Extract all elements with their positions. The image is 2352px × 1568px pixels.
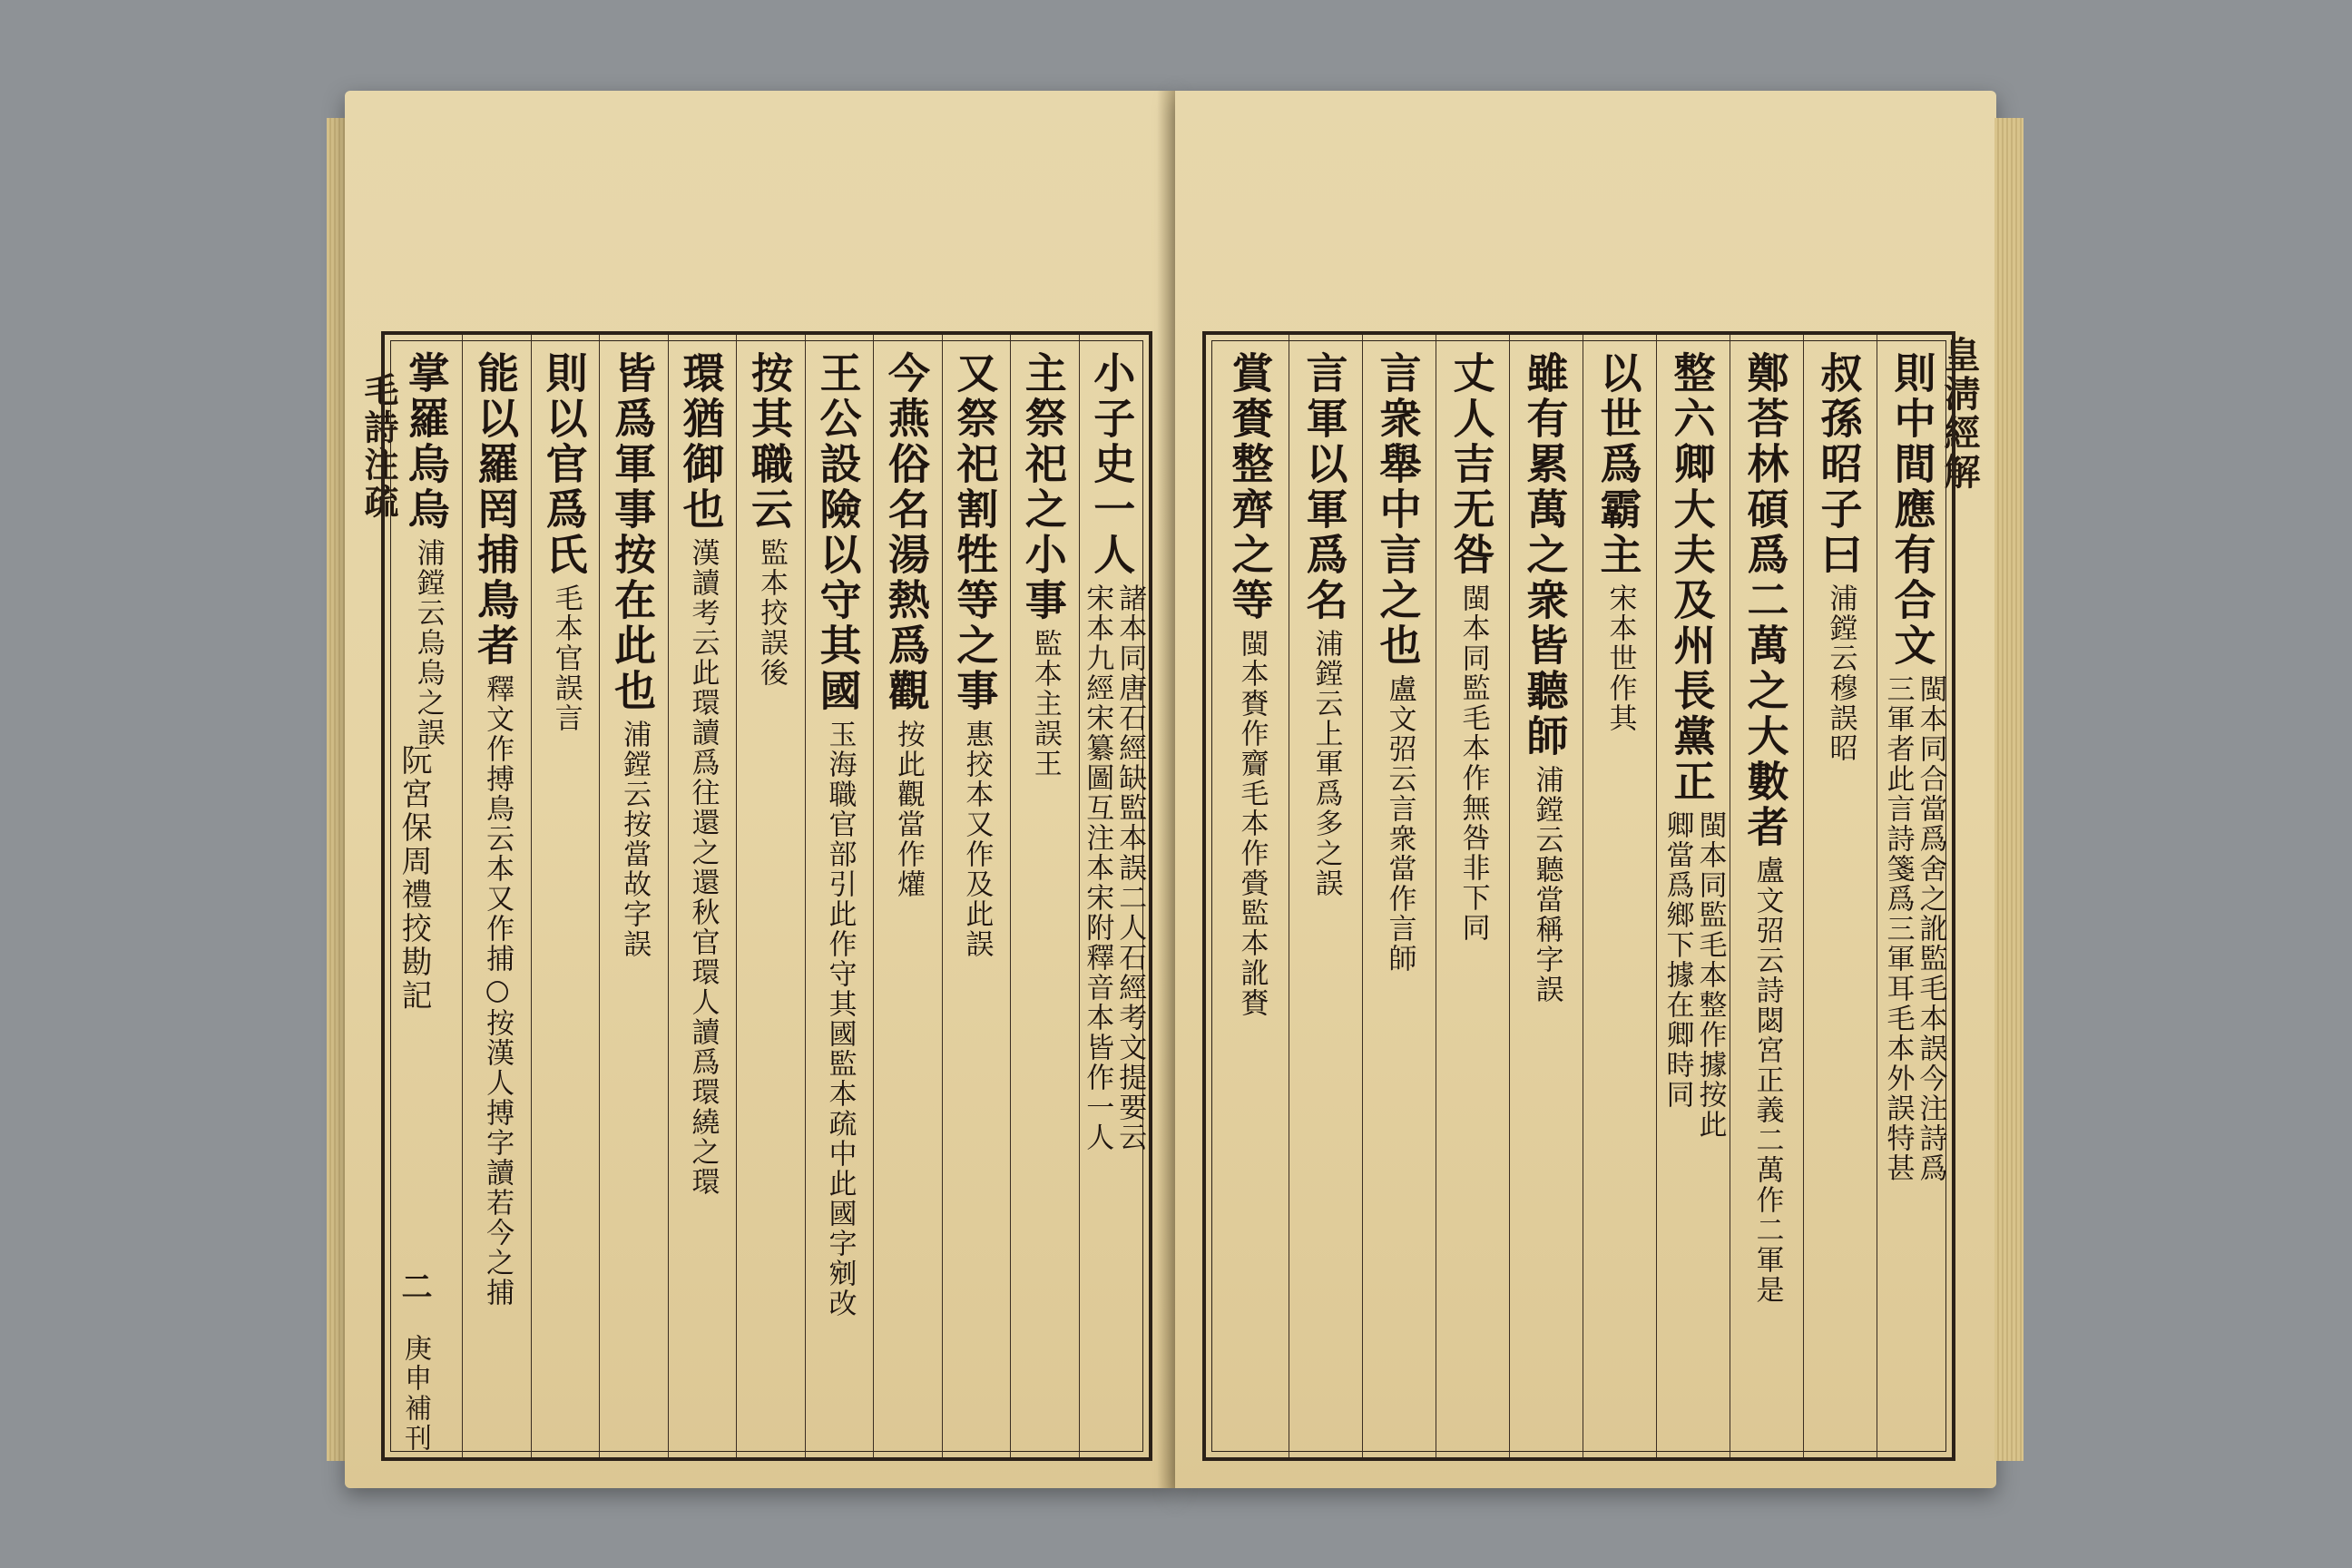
left-note-text: 釋文作搏鳥云本又作捕○按漢人搏字讀若今之捕 xyxy=(481,674,514,1308)
page-edges-right xyxy=(1994,118,2024,1461)
right-main-text: 雖有累萬之衆皆聽師 xyxy=(1520,351,1570,760)
left-page xyxy=(345,91,1175,1488)
right-text-frame xyxy=(1202,331,1955,1461)
right-column xyxy=(1289,335,1362,1457)
left-main-text: 皆爲軍事按在此也 xyxy=(608,351,658,714)
left-main-text: 王公設險以守其國 xyxy=(813,351,863,714)
left-columns xyxy=(385,335,1149,1457)
left-column xyxy=(1079,335,1147,1457)
right-main-text: 以世爲霸主 xyxy=(1593,351,1643,578)
left-main-text: 小子史一人 xyxy=(1087,351,1137,578)
left-page-header-title: 毛詩注疏 xyxy=(358,372,399,521)
right-main-text: 則中間應有合文 xyxy=(1887,351,1937,669)
open-book xyxy=(327,91,2024,1488)
right-note-text: 卿當爲鄉下據在卿時同 xyxy=(1661,810,1694,1110)
left-note-text: 宋本九經宋纂圖互注本宋附釋音本皆作一人 xyxy=(1081,583,1114,1152)
left-column xyxy=(394,335,462,1457)
left-note-text: 浦鏜云按當故字誤 xyxy=(618,720,652,959)
left-main-text: 能以羅罔捕鳥者 xyxy=(471,351,521,669)
right-note-text: 閩本賚作齎毛本作賫監本訛賚 xyxy=(1235,629,1269,1018)
right-column xyxy=(1877,335,1950,1457)
left-page-number: 二 xyxy=(396,1270,432,1304)
right-main-text: 鄭荅林碩爲二萬之大數者 xyxy=(1740,351,1790,850)
left-main-text: 主祭祀之小事 xyxy=(1018,351,1068,623)
right-page-header-title: 皇淸經解 xyxy=(1938,336,1981,492)
left-note-text: 按此觀當作爟 xyxy=(891,720,925,899)
left-note-text: 浦鏜云烏烏之誤 xyxy=(411,538,445,748)
left-main-text: 今燕俗名湯熱爲觀 xyxy=(881,351,931,714)
left-column xyxy=(805,335,873,1457)
right-note-text: 閩本同合當爲舍之訛監毛本誤今注詩爲 xyxy=(1914,674,1947,1183)
right-main-text: 叔孫昭子曰 xyxy=(1814,351,1864,578)
right-note-text: 宋本世作其 xyxy=(1603,583,1637,733)
left-column xyxy=(736,335,804,1457)
right-main-text: 整六卿大夫及州長黨正 xyxy=(1667,351,1717,805)
right-note-text: 三軍者此言詩箋爲三軍耳毛本外誤特甚 xyxy=(1881,674,1915,1183)
left-note-text: 監本挍誤後 xyxy=(754,538,788,688)
right-columns xyxy=(1206,335,1952,1457)
left-note-text: 毛本官誤言 xyxy=(549,583,583,733)
right-note-text: 盧文弨云言衆當作言師 xyxy=(1383,674,1416,974)
left-main-text: 按其職云 xyxy=(744,351,794,533)
right-main-text: 言軍以軍爲名 xyxy=(1299,351,1349,623)
right-note-text: 浦鏜云上軍爲多之誤 xyxy=(1309,629,1343,898)
left-column xyxy=(668,335,736,1457)
left-note-text: 監本主誤王 xyxy=(1028,629,1062,779)
left-page-footer-note: 阮宮保周禮挍勘記 xyxy=(396,744,432,1013)
left-main-text: 掌羅烏烏 xyxy=(401,351,451,533)
left-note-text: 玉海職官部引此作守其國監本疏中此國字剜改 xyxy=(823,720,857,1318)
right-page xyxy=(1175,91,1996,1488)
right-note-text: 盧文弨云詩閟宮正義二萬作二軍是 xyxy=(1750,856,1784,1305)
right-column xyxy=(1509,335,1583,1457)
left-main-text: 則以官爲氏 xyxy=(539,351,589,578)
right-note-text: 閩本同監毛本整作據按此 xyxy=(1693,810,1727,1140)
right-main-text: 丈人吉无咎 xyxy=(1446,351,1496,578)
left-column xyxy=(599,335,667,1457)
left-note-text: 諸本同唐石經缺監本誤二人石經考文提要云 xyxy=(1113,583,1147,1152)
left-page-cut-note: 庚申補刊 xyxy=(399,1334,431,1454)
right-note-text: 浦鏜云聽當稱字誤 xyxy=(1530,765,1563,1004)
left-column xyxy=(873,335,941,1457)
right-column xyxy=(1583,335,1656,1457)
left-note-text: 惠挍本又作及此誤 xyxy=(960,720,994,959)
left-main-text: 環猶御也 xyxy=(676,351,726,533)
right-column xyxy=(1656,335,1730,1457)
left-note-text: 漢讀考云此環讀爲往還之還秋官環人讀爲環繞之環 xyxy=(686,538,720,1197)
right-column xyxy=(1730,335,1803,1457)
right-column xyxy=(1362,335,1436,1457)
left-column xyxy=(1010,335,1078,1457)
left-column xyxy=(942,335,1010,1457)
right-note-text: 閩本同監毛本作無咎非下同 xyxy=(1456,583,1490,943)
right-main-text: 言衆舉中言之也 xyxy=(1373,351,1423,669)
left-column xyxy=(531,335,599,1457)
left-text-frame xyxy=(381,331,1152,1461)
right-column xyxy=(1436,335,1509,1457)
right-note-text: 浦鏜云穆誤昭 xyxy=(1824,583,1857,763)
left-column xyxy=(462,335,530,1457)
right-main-text: 賞賚整齊之等 xyxy=(1225,351,1275,623)
left-main-text: 又祭祀割牲等之事 xyxy=(950,351,1000,714)
right-column xyxy=(1803,335,1877,1457)
right-column xyxy=(1215,335,1289,1457)
